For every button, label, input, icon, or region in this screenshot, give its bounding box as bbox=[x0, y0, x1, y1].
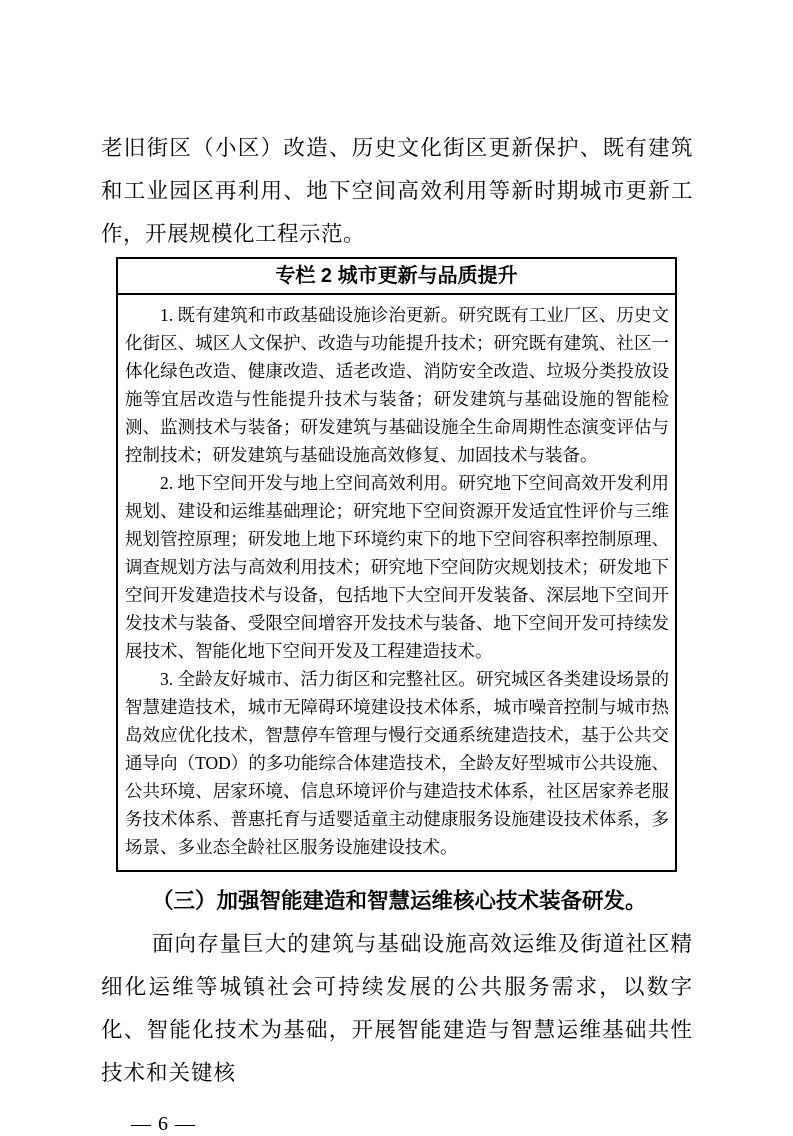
feature-box bbox=[116, 257, 677, 872]
page-number: — 6 — bbox=[131, 1113, 196, 1135]
intro-paragraph: 老旧街区（小区）改造、历史文化街区更新保护、既有建筑和工业园区再利用、地下空间高效利用等新时期城市更新工作，开展规模化工程示范。 bbox=[101, 136, 693, 246]
box-item-3: 3. 全龄友好城市、活力街区和完整社区。研究城区各类建设场景的智慧建造技术，城市无障碍环境建设技术体系，城市噪音控制与城市热岛效应优化技术，智慧停车管理与慢行交通系统建造技术，基于公共交通导向（TOD）的多功能综合体建造技术，全龄友好型城市公共设施、公共环境、居家环境、信息环境评价与建造技术体系，社区居家养老服务技术体系、普惠托育与适婴适童主动健康服务设施建设技术体系，多场景、多业态全龄社区服务设施建设技术。 bbox=[125, 669, 669, 857]
body-paragraph: 面向存量巨大的建筑与基础设施高效运维及街道社区精细化运维等城镇社会可持续发展的公共服务需求，以数字化、智能化技术为基础，开展智能建造与智慧运维基础共性技术和关键核 bbox=[101, 932, 693, 1085]
box-item-1: 1. 既有建筑和市政基础设施诊治更新。研究既有工业厂区、历史文化街区、城区人文保护、改造与功能提升技术；研究既有建筑、社区一体化绿色改造、健康改造、适老改造、消防安全改造、垃圾分类投放设施等宜居改造与性能提升技术与装备；研发建筑与基础设施的智能检测、监测技术与装备；研发建筑与基础设施全生命周期性态演变评估与控制技术；研发建筑与基础设施高效修复、加固技术与装备。 bbox=[125, 305, 669, 465]
section-heading: （三）加强智能建造和智慧运维核心技术装备研发。 bbox=[152, 889, 647, 913]
box-item-2: 2. 地下空间开发与地上空间高效利用。研究地下空间高效开发利用规划、建设和运维基础理论；研究地下空间资源开发适宜性评价与三维规划管控原理；研发地上地下环境约束下的地下空间容积率控制原理、调查规划方法与高效利用技术；研究地下空间防灾规划技术；研发地下空间开发建造技术与设备，包括地下大空间开发装备、深层地下空间开发技术与装备、受限空间增容开发技术与装备、地下空间开发可持续发展技术、智能化地下空间开发及工程建造技术。 bbox=[125, 473, 669, 661]
feature-box-title: 专栏 2 城市更新与品质提升 bbox=[118, 259, 675, 295]
feature-box-body bbox=[118, 295, 675, 870]
